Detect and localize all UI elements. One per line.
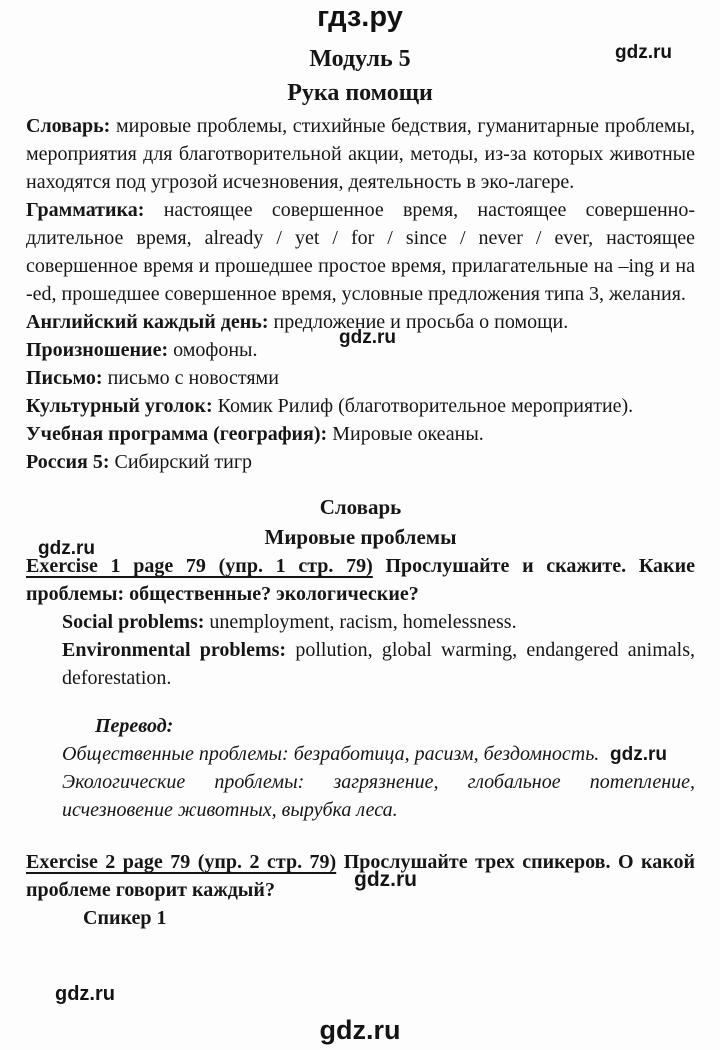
paragraph-label: Словарь: (26, 115, 111, 137)
paragraph-text: настоящее совершенное время, настоящее совершенно-длительное время, already / yet / for / since / never / ever, настоящее совершенное время и прошедшее простое время, прилагательные на –ing и на -ed, прошедшее совершенное время, условные предложения типа 3, желания. (26, 199, 696, 305)
paragraph-label: Английский каждый день: (26, 311, 269, 333)
overview-paragraph-culture-corner (26, 392, 695, 420)
paragraph-label: Учебная программа (география): (26, 423, 328, 445)
paragraph-text: Мировые океаны. (332, 423, 484, 445)
translation-line-environmental: Экологические проблемы: загрязнение, глобальное потепление, исчезновение животных, вырубка леса. (62, 771, 695, 821)
overview-paragraph-grammar (26, 196, 695, 308)
paragraph-label: Письмо: (26, 367, 103, 389)
gdz-watermark-left-mid: gdz.ru (38, 538, 95, 559)
exercise-2-question: Прослушайте трех спикеров. О какой проблеме говорит каждый? (26, 851, 695, 901)
paragraph-text: омофоны. (173, 339, 258, 361)
speaker-1-label: Спикер 1 (83, 907, 167, 929)
module-header (0, 42, 720, 110)
gdz-watermark-speaker: gdz.ru (55, 983, 115, 1005)
gdz-watermark-right-mid: gdz.ru (610, 744, 667, 765)
gdz-watermark-grammar: gdz.ru (339, 327, 396, 348)
gdz-watermark-bottom: gdz.ru (319, 1015, 401, 1045)
exercise-1-task (26, 552, 695, 608)
overview-paragraph-russia (26, 448, 695, 476)
answer-label: Social problems: (62, 611, 205, 633)
paragraph-label: Россия 5: (26, 451, 110, 473)
paragraph-text: мировые проблемы, стихийные бедствия, гуманитарные проблемы, мероприятия для благотворительной акции, методы, из-за которых животные находятся под угрозой исчезновения, деятельность в эко-лагере. (26, 115, 696, 193)
module-subtitle: Рука помощи (287, 80, 433, 106)
gdz-watermark-top-right: gdz.ru (615, 42, 672, 63)
paragraph-text: Сибирский тигр (114, 451, 253, 473)
section-subheading: Мировые проблемы (264, 525, 457, 549)
paragraph-text: письмо с новостями (107, 367, 279, 389)
answer-text: pollution, global warming, endangered animals, deforestation. (62, 639, 696, 689)
exercise-2-reference: Exercise 2 page 79 (упр. 2 стр. 79) (26, 851, 337, 873)
overview-paragraph-curriculum (26, 420, 695, 448)
exercise-1-answer-block (62, 608, 695, 692)
exercise-1-reference: Exercise 1 page 79 (упр. 1 стр. 79) (26, 555, 373, 577)
page-content (0, 110, 720, 932)
answer-label: Environmental problems: (62, 639, 287, 661)
translation-line-social: Общественные проблемы: безработица, расизм, бездомность. (62, 743, 600, 765)
paragraph-label: Культурный уголок: (26, 395, 213, 417)
site-logo: гдз.ру (317, 1, 403, 33)
paragraph-text: Комик Рилиф (благотворительное мероприятие). (217, 395, 634, 417)
section-heading: Словарь (319, 495, 402, 519)
translation-label: Перевод: (95, 715, 174, 737)
paragraph-label: Грамматика: (26, 199, 145, 221)
answer-environmental-problems (62, 636, 695, 692)
paragraph-text: предложение и просьба о помощи. (273, 311, 569, 333)
gdz-watermark-center-mid: gdz.ru (354, 868, 417, 891)
exercise-1-question: Прослушайте и скажите. Какие проблемы: общественные? экологические? (26, 555, 695, 605)
translation-block (62, 740, 695, 824)
overview-paragraph-vocabulary (26, 112, 695, 196)
overview-paragraph-writing (26, 364, 695, 392)
paragraph-label: Произношение: (26, 339, 169, 361)
module-title: Модуль 5 (309, 46, 411, 72)
answer-text: unemployment, racism, homelessness. (209, 611, 517, 633)
answer-social-problems (62, 608, 695, 636)
